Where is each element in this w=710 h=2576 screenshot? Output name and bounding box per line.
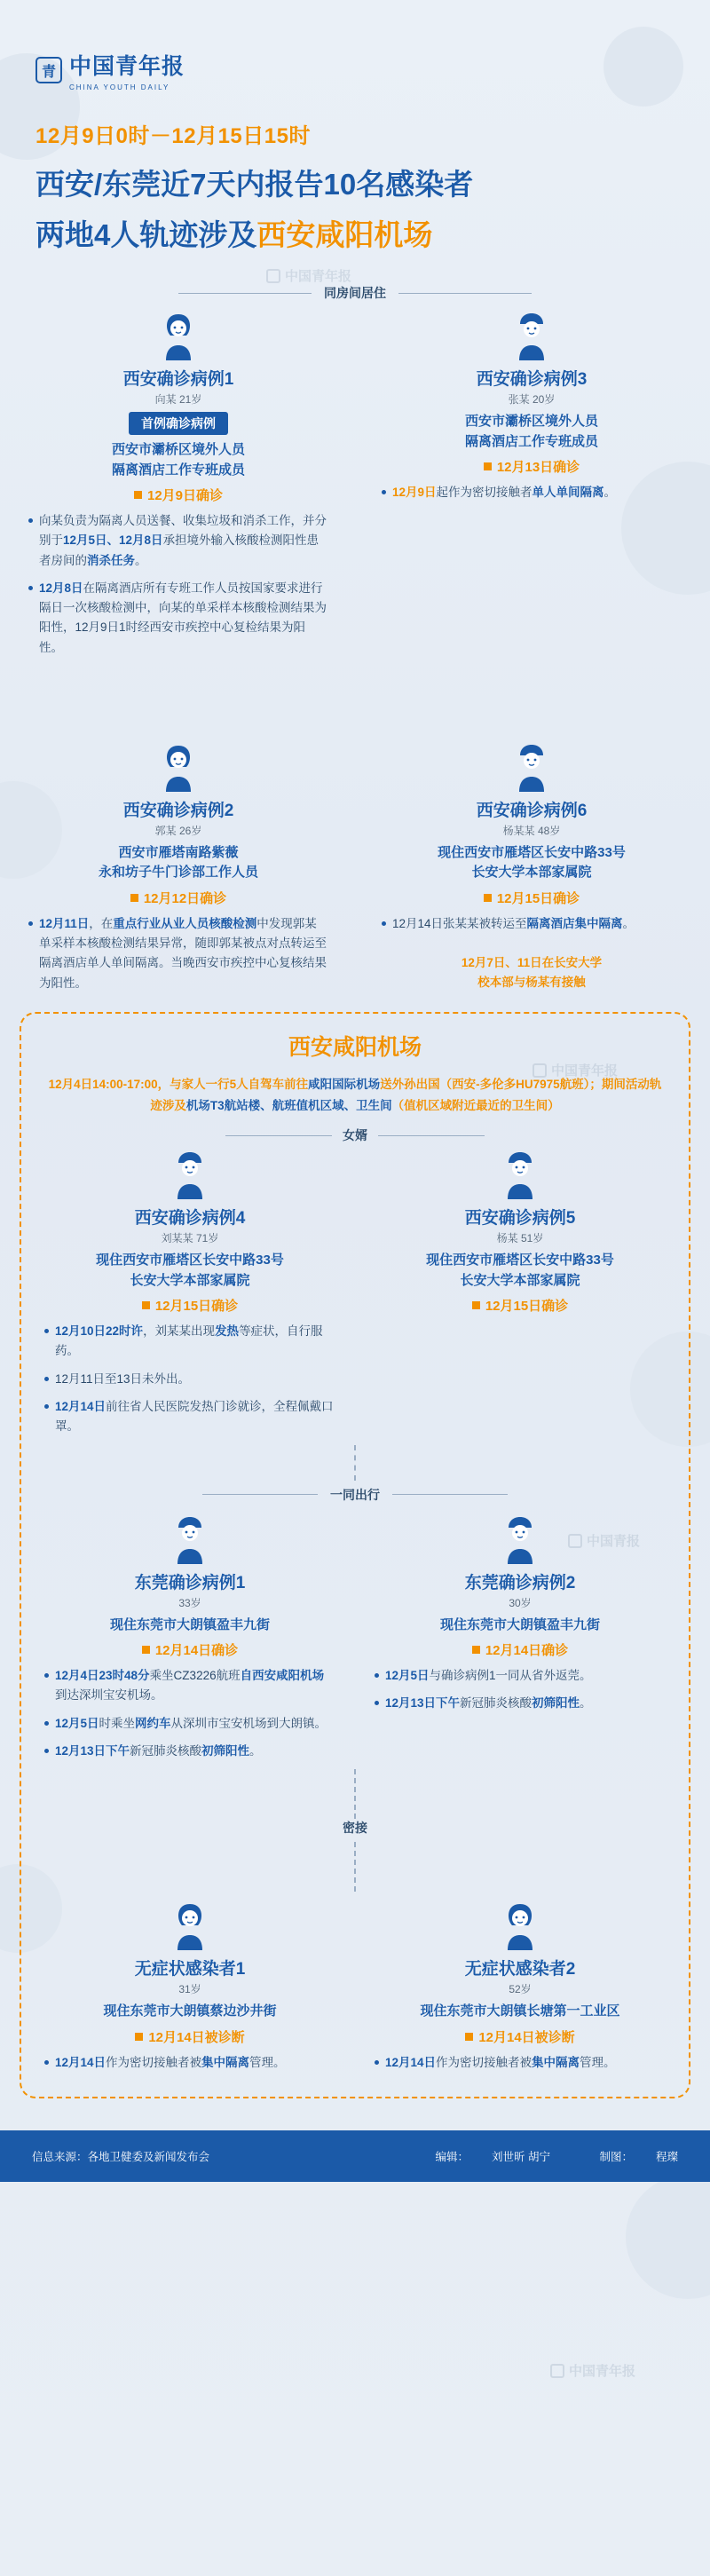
bullet-dot [375,1701,379,1705]
case-card-dg1 [39,1514,341,1770]
bullet-dot [382,490,386,494]
airport-description [36,1074,674,1116]
female-avatar [168,1900,212,1950]
male-avatar [498,1514,542,1564]
connector-line [378,1135,485,1136]
case-row-2 [0,742,710,1001]
date-range: 12月9日0时－12月15日15时 [36,124,311,148]
case-title: 无症状感染者2 [464,1960,576,1979]
case-title: 西安确诊病例1 [122,370,234,389]
airport-group [20,1012,690,2098]
case-date: 12月15日确诊 [142,1296,238,1315]
case-row-5 [36,1900,674,2081]
male-avatar [509,311,554,360]
bullet-text: 12月13日下午新冠肺炎核酸初筛阳性。 [385,1696,592,1711]
page-title: 西安/东莞近7天内报告10名感染者 [36,168,474,201]
bullet-text: 12月14日作为密切接触者被集中隔离管理。 [385,2055,616,2069]
bullet-text: 12月5日时乘坐网约车从深圳市宝安机场到大朗镇。 [55,1716,327,1730]
dashed-connector [354,1769,356,1819]
connector-line [398,293,532,294]
list-item [44,1370,335,1389]
title-block [0,91,710,254]
bullet-text: 向某负责为隔离人员送餐、收集垃圾和消杀工作，并分别于12月5日、12月8日承担境外输入核酸检测阳性患者房间的消杀任务。 [39,514,327,567]
list-item [44,1742,335,1761]
case-date: 12月14日确诊 [142,1640,238,1659]
male-avatar [498,1150,542,1199]
list-item [28,579,328,658]
case-row-1 [0,311,710,666]
bullet-dot [44,1329,49,1333]
case-affiliation: 现住东莞市大朗镇盈丰九街 [439,1616,600,1632]
case-age: 郭某 26岁 [154,824,202,837]
case-title: 西安确诊病例5 [464,1209,576,1229]
connector-label: 一同出行 [330,1487,380,1502]
case-affiliation: 现住西安市雁塔区长安中路33号 长安大学本部家属院 [438,844,626,881]
bullet-dot [44,1721,49,1726]
case-age: 杨某 51岁 [496,1232,544,1245]
list-item [382,483,682,502]
case-age: 31岁 [178,1983,201,1996]
connector-line [202,1494,318,1495]
case-title: 西安确诊病例3 [476,370,588,389]
watermark: 中国青年报 [532,1061,618,1079]
case-date: 12月15日确诊 [484,889,580,907]
list-item [44,1714,335,1734]
dashed-connector [354,1445,356,1481]
bullet-text: 12月13日下午新冠肺炎核酸初筛阳性。 [55,1743,262,1758]
case-affiliation: 现住西安市雁塔区长安中路33号 长安大学本部家属院 [426,1252,614,1288]
case-date: 12月13日确诊 [484,457,580,476]
page-subtitle [36,212,710,254]
bullet-dot [44,1673,49,1678]
bullet-text: 12月10日22时许，刘某某出现发热等症状，自行服药。 [55,1324,323,1358]
female-avatar [156,311,201,360]
case-date: 12月9日确诊 [134,486,223,504]
case-age: 52岁 [509,1983,532,1996]
bullet-dot [44,2060,49,2065]
footer-credits [389,2148,678,2164]
logo-icon: 青 [36,57,62,83]
connector-son-in-law [36,1126,674,1144]
watermark: 中国青年报 [266,266,351,285]
case-affiliation: 现住东莞市大朗镇蔡边沙井街 [103,2003,277,2019]
case-bullets [23,511,334,658]
case-row-4 [36,1514,674,1770]
connector-label: 同房间居住 [324,286,386,300]
bullet-text: 12月5日与确诊病例1一同从省外返莞。 [385,1669,592,1682]
bullet-dot [382,921,386,926]
watermark: 中国青报 [568,1531,640,1550]
list-item [28,511,328,571]
case-affiliation: 现住东莞市大朗镇盈丰九街 [109,1616,270,1632]
case-bullets [39,1322,341,1436]
case-date: 12月15日确诊 [472,1296,568,1315]
case-bullets [376,914,687,934]
case-age: 杨某某 48岁 [502,824,561,837]
footer [0,2130,710,2182]
case-title: 西安确诊病例2 [122,801,234,820]
case-age: 向某 21岁 [154,393,202,406]
connector-label: 女婿 [343,1128,367,1143]
list-item [44,1666,335,1706]
male-avatar [168,1150,212,1199]
footer-source: 信息来源：各地卫健委及新闻发布会 [32,2150,210,2163]
bullet-text: 12月14日前往省人民医院发热门诊就诊，全程佩戴口罩。 [55,1399,334,1434]
bullet-text: 12月8日在隔离酒店所有专班工作人员按国家要求进行隔日一次核酸检测中，向某的单采样本核酸检测结果为阳性，12月9日1时经西安市疾控中心复检结果为阳性。 [39,581,327,654]
bullet-dot [28,921,33,926]
footer-designer: 制图： 程璨 [599,2150,678,2163]
male-avatar [168,1514,212,1564]
bullet-text: 12月14日张某某被转运至隔离酒店集中隔离。 [392,916,635,930]
case-age: 30岁 [509,1596,532,1609]
connector-close-contact: 密接 [343,1821,367,1836]
logo-title: 中国青年报 [69,54,185,79]
airport-desc-1: 12月4日14:00-17:00，与家人一行5人自驾车前往 [48,1077,309,1091]
case-card-case4 [39,1150,341,1444]
case-card-case1 [23,311,334,666]
list-item [44,1397,335,1437]
case-age: 33岁 [178,1596,201,1609]
list-item [44,2053,335,2073]
bullet-dot [28,518,33,523]
dashed-connector [354,1842,356,1892]
bullet-text: 12月14日作为密切接触者被集中隔离管理。 [55,2055,286,2069]
airport-desc-2: 送外孙出国（西安-多伦多HU7975航班）；期间活动轨迹涉及 [150,1077,662,1112]
bullet-text: 12月11日至13日未外出。 [55,1371,191,1386]
bullet-text: 12月11日，在重点行业从业人员核酸检测中发现郭某单采样本核酸检测结果异常，随即郭某被点对点转运至隔离酒店单人单间隔离。当晚西安市疾控中心复核结果为阳性。 [39,916,327,990]
connector-same-room [0,284,710,302]
contact-note: 12月7日、11日在长安大学 校本部与杨某有接触 [461,956,603,989]
footer-editor: 编辑： 刘世昕 胡宁 [435,2150,550,2163]
case-affiliation: 现住东莞市大朗镇长塘第一工业区 [420,2003,620,2019]
bullet-dot [44,1377,49,1381]
connector-line [178,293,312,294]
list-item [375,1666,666,1686]
bullet-dot [44,1749,49,1753]
airport-desc-3: （值机区域附近最近的卫生间） [391,1098,560,1112]
airport-desc-hl2: 机场T3航站楼、航班值机区域、卫生间 [185,1098,392,1112]
case-card-case5 [369,1150,671,1444]
case-date: 12月14日被诊断 [465,2027,574,2046]
case-card-asym1 [39,1900,341,2081]
case-title: 无症状感染者1 [134,1960,246,1979]
status-badge: 首例确诊病例 [129,412,228,435]
case-row-3 [36,1150,674,1444]
list-item [382,914,682,934]
case-card-asym2 [369,1900,671,2081]
case-affiliation: 现住西安市雁塔区长安中路33号 长安大学本部家属院 [96,1252,284,1288]
list-item [44,1322,335,1362]
decorative-blob [626,2175,710,2299]
case-title: 西安确诊病例4 [134,1209,246,1229]
case-age: 刘某某 71岁 [161,1232,219,1245]
bullet-dot [375,2060,379,2065]
bullet-dot [28,586,33,590]
case-date: 12月12日确诊 [130,889,226,907]
case-title: 东莞确诊病例1 [134,1573,246,1592]
brand-logo [0,0,710,91]
airport-title: 西安咸阳机场 [288,1034,422,1060]
case-age: 张某 20岁 [508,393,556,406]
headline2-plain: 两地4人轨迹涉及 [36,218,257,251]
case-affiliation: 西安市雁塔南路紫薇 永和坊子牛门诊部工作人员 [98,844,258,881]
bullet-text: 12月9日起作为密切接触者单人单间隔离。 [392,486,617,499]
connector-line [392,1494,508,1495]
female-avatar [156,742,201,792]
case-card-case3 [376,311,687,666]
case-affiliation: 西安市灞桥区境外人员 隔离酒店工作专班成员 [464,414,598,449]
watermark: 中国青年报 [550,2361,635,2380]
list-item [28,914,328,993]
case-bullets [39,2053,341,2073]
bullet-text: 12月4日23时48分乘坐CZ3226航班自西安咸阳机场到达深圳宝安机场。 [55,1669,325,1703]
bullet-dot [44,1404,49,1409]
case-affiliation: 西安市灞桥区境外人员 隔离酒店工作专班成员 [111,442,245,478]
case-bullets [369,1666,671,1714]
male-avatar [509,742,554,792]
case-bullets [39,1666,341,1761]
list-item [375,2053,666,2073]
case-bullets [369,2053,671,2073]
case-date: 12月14日确诊 [472,1640,568,1659]
case-card-case2 [23,742,334,1001]
case-date: 12月14日被诊断 [135,2027,244,2046]
headline2-highlight: 西安咸阳机场 [256,218,433,251]
case-title: 西安确诊病例6 [476,801,588,820]
case-bullets [23,914,334,993]
logo-subtitle: CHINA YOUTH DAILY [69,83,170,91]
case-card-case6 [376,742,687,1001]
bullet-dot [375,1673,379,1678]
female-avatar [498,1900,542,1950]
airport-desc-hl1: 咸阳国际机场 [308,1077,381,1091]
case-card-dg2 [369,1514,671,1770]
case-title: 东莞确诊病例2 [464,1573,576,1592]
connector-line [225,1135,332,1136]
case-bullets [376,483,687,502]
list-item [375,1694,666,1713]
connector-travel-together [36,1486,674,1504]
